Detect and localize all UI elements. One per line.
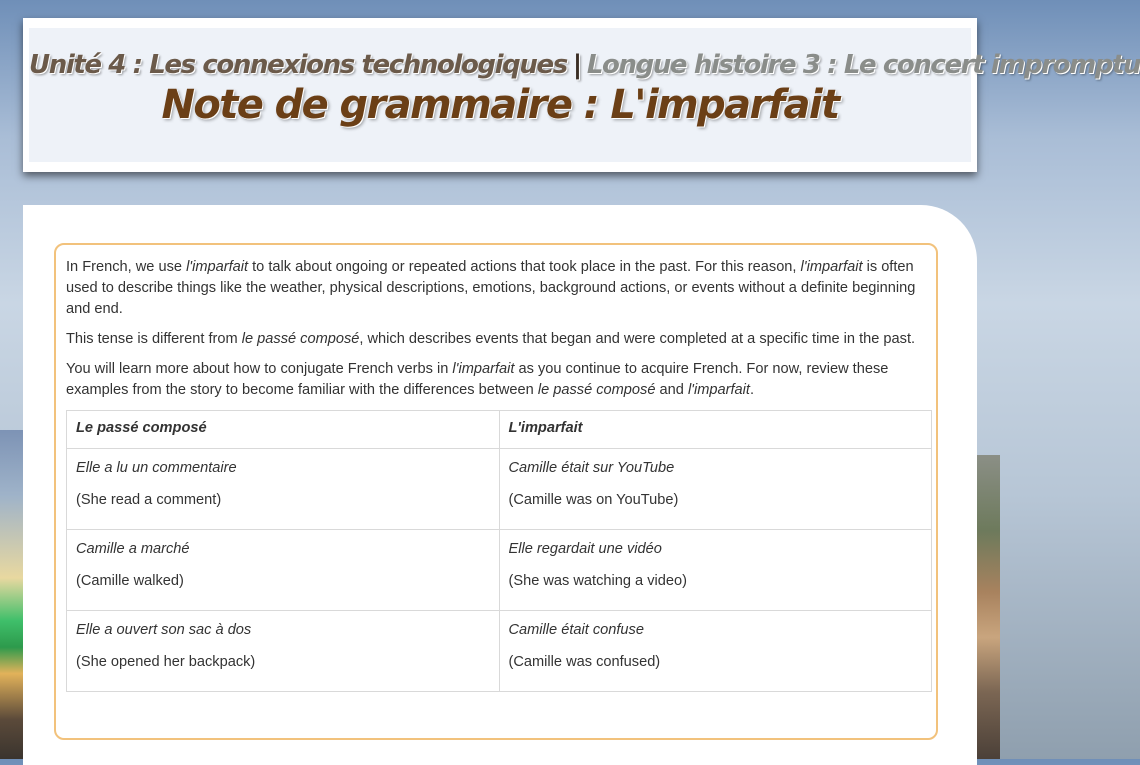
header-inner [29,28,1140,162]
header-banner [23,18,1140,172]
paragraph-text: You will learn more about how to conjugate French verbs in [66,361,453,377]
table-row [67,611,932,692]
title-separator: | [572,50,581,80]
paragraph-text: In French, we use [66,259,187,275]
unit-line [29,50,1140,80]
paragraph-text: , which describes events that began and were completed at a specific time in the past. [359,331,916,347]
table-cell [499,530,932,611]
grammar-note-box [54,243,938,740]
french-example: Elle a ouvert son sac à dos [76,622,252,638]
table-cell [67,449,500,530]
column-header-passe-compose: Le passé composé [67,411,500,449]
paragraph-text: and [655,382,688,398]
unit-title: Unité 4 : Les connexions technologiques [29,50,567,80]
table-row [67,449,932,530]
background-building-right [976,455,1000,759]
french-example: Camille était sur YouTube [508,460,675,476]
french-example: Elle regardait une vidéo [508,541,662,557]
italic-term: l'imparfait [687,382,750,398]
table-cell [499,449,932,530]
content-card [23,205,977,765]
table-cell [67,530,500,611]
paragraph-text: as you continue to acquire French. For now, review these examples from the story to become familiar with the differences between [66,361,889,398]
italic-term: l'imparfait [800,259,863,275]
italic-term: l'imparfait [452,361,515,377]
comparison-table [66,410,932,692]
french-example: Camille était confuse [508,622,644,638]
page-title: Note de grammaire : L'imparfait [161,82,839,128]
english-translation: (Camille walked) [76,573,184,589]
paragraph-text: . [749,382,754,398]
english-translation: (Camille was confused) [508,654,661,670]
paragraph-text: is often used to describe things like the weather, physical descriptions, emotions, background actions, or events without a definite beginning and end. [66,259,916,317]
table-header-row [67,411,932,449]
contrast-paragraph [66,329,926,350]
italic-term: le passé composé [241,331,360,347]
column-header-imparfait: L'imparfait [499,411,932,449]
paragraph-text: to talk about ongoing or repeated actions that took place in the past. For this reason, [248,259,801,275]
review-paragraph [66,359,926,401]
english-translation: (She opened her backpack) [76,654,256,670]
italic-term: l'imparfait [186,259,249,275]
table-cell [499,611,932,692]
english-translation: (Camille was on YouTube) [508,492,679,508]
french-example: Elle a lu un commentaire [76,460,237,476]
table-row [67,530,932,611]
english-translation: (She read a comment) [76,492,222,508]
table-cell [67,611,500,692]
paragraph-text: This tense is different from [66,331,242,347]
italic-term: le passé composé [537,382,656,398]
intro-paragraph [66,257,926,320]
french-example: Camille a marché [76,541,190,557]
story-title: Longue histoire 3 : Le concert impromptu [586,50,1140,80]
english-translation: (She was watching a video) [508,573,687,589]
